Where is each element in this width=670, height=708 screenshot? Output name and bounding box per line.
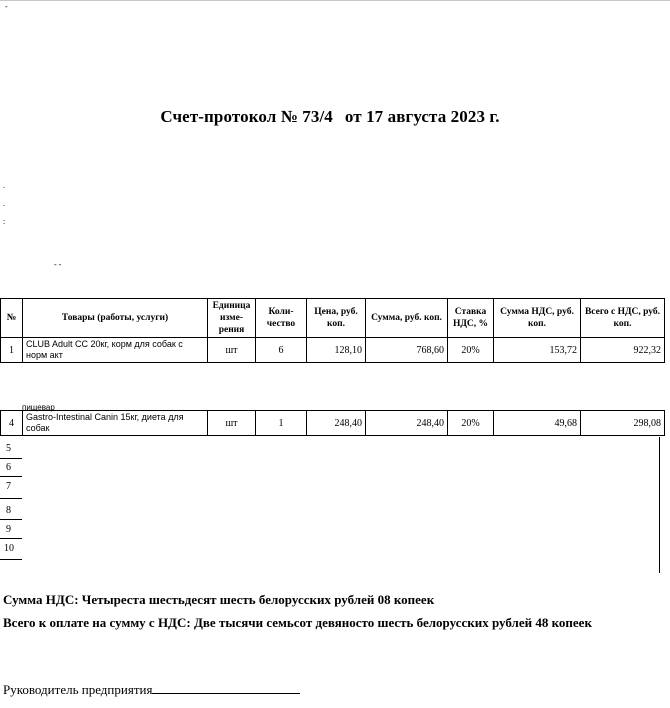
left-mark-3: : [3, 217, 6, 226]
row-total: 298,08 [581, 411, 665, 436]
row-vat-rate: 20% [448, 338, 494, 363]
corner-mark: - [5, 2, 8, 11]
header-goods: Товары (работы, услуги) [23, 299, 208, 338]
document-title [0, 107, 660, 127]
row-divider [0, 458, 22, 459]
left-mark-1: . [3, 181, 5, 190]
row-vat-sum: 49,68 [494, 411, 581, 436]
row-unit: шт [208, 411, 256, 436]
invoice-table-top [0, 298, 665, 363]
invoice-table-bottom [0, 410, 665, 436]
row-goods: CLUB Adult CC 20кг, корм для собак с норм акт [23, 338, 208, 363]
header-vat-rate: Ставка НДС, % [448, 299, 494, 338]
signature-field [152, 681, 300, 694]
signature-label: Руководитель предприятия [3, 682, 153, 697]
row-qty: 6 [256, 338, 307, 363]
title-date: от 17 августа 2023 г. [344, 107, 500, 126]
row-vat-sum: 153,72 [494, 338, 581, 363]
row-sum: 248,40 [366, 411, 448, 436]
cut-row-text: пищевар [22, 403, 55, 412]
row-qty: 1 [256, 411, 307, 436]
table-header-row [1, 299, 665, 338]
header-qty: Коли-чество [256, 299, 307, 338]
vat-sum-words: Сумма НДС: Четыреста шестьдесят шесть белорусских рублей 08 копеек [3, 592, 435, 607]
header-price: Цена, руб. коп. [307, 299, 366, 338]
row-divider [0, 559, 22, 560]
row-divider [0, 498, 22, 499]
header-num: № [1, 299, 23, 338]
row-divider [0, 538, 22, 539]
table-right-border [659, 437, 660, 573]
dash-mark: - - [54, 260, 62, 269]
table-row [1, 411, 665, 436]
left-mark-2: . [3, 199, 5, 208]
row-sum: 768,60 [366, 338, 448, 363]
header-total: Всего с НДС, руб. коп. [581, 299, 665, 338]
total-sum-words: Всего к оплате на сумму с НДС: Две тысячи семьсот девяносто шесть белорусских рублей 48 копеек [3, 615, 592, 630]
row-price: 248,40 [307, 411, 366, 436]
row-total: 922,32 [581, 338, 665, 363]
title-number: Счет-протокол № 73/4 [160, 107, 333, 126]
page-top-border [0, 0, 670, 1]
row-divider [0, 519, 22, 520]
row-unit: шт [208, 338, 256, 363]
signature-line [3, 681, 300, 698]
row-vat-rate: 20% [448, 411, 494, 436]
row-num: 1 [1, 338, 23, 363]
row-price: 128,10 [307, 338, 366, 363]
header-vat-sum: Сумма НДС, руб. коп. [494, 299, 581, 338]
row-goods: Gastro-Intestinal Canin 15кг, диета для собак [23, 411, 208, 436]
table-row [1, 338, 665, 363]
header-sum: Сумма, руб. коп. [366, 299, 448, 338]
header-unit: Единица изме-рения [208, 299, 256, 338]
row-divider [0, 476, 22, 477]
row-num: 4 [1, 411, 23, 436]
